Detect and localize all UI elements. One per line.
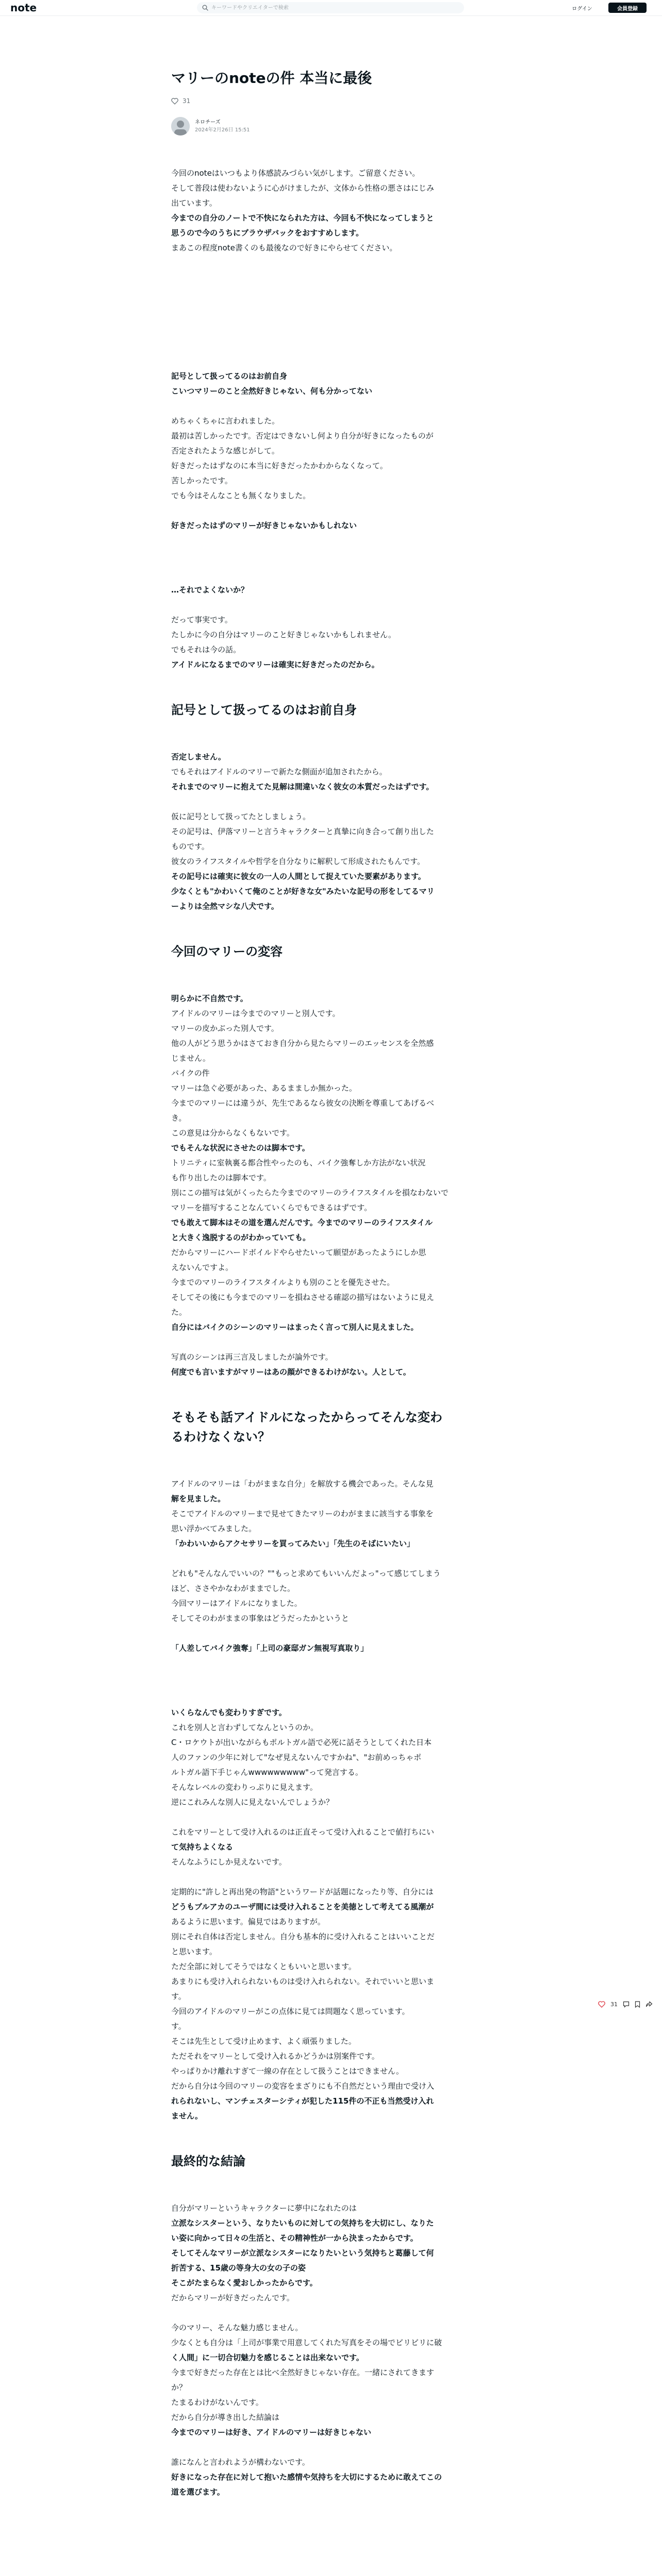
paragraph-line: この意見は分からなくもないです。 <box>171 1128 294 1138</box>
paragraph-line: C・ロケウトが出いながらもポルトガル語で必死に話そうとしてくれた日本 <box>171 1738 432 1747</box>
paragraph-line: 最初は苦しかったです。否定はできないし何より自分が好きになったものが <box>171 431 434 440</box>
paragraph-line: 好きになった存在に対して抱いた感情や気持ちを大切にするために敢えてこの <box>171 2472 442 2482</box>
paragraph-line: と大きく逸脱するのがわかっていても。 <box>171 1233 311 1242</box>
section-heading: 記号として扱ってるのはお前自身 <box>171 703 357 717</box>
paragraph-line: でも敢えて脚本はその道を選んだんです。今までのマリーのライフスタイル <box>171 1218 433 1227</box>
paragraph-line: これをマリーとして受け入れるのは正直そって受け入れることで値打ちにい <box>171 1827 435 1837</box>
heart-icon[interactable] <box>598 2001 605 2008</box>
paragraph-line: れられないし、マンチェスターシティが犯した115件の不正も当然受け入れ <box>171 2096 434 2106</box>
paragraph-line: あるように思います。偏見ではありますが。 <box>171 1917 325 1926</box>
paragraph-line: 好きだったはずのマリーが好きじゃないかもしれない <box>171 521 357 530</box>
paragraph <box>171 2201 491 2306</box>
paragraph-line: 今のマリー、そんな魅力感じません。 <box>171 2323 303 2332</box>
paragraph <box>171 2320 491 2440</box>
paragraph-line: 出ています。 <box>171 198 217 208</box>
top-nav <box>0 0 662 16</box>
paragraph-line: そしてそんなマリーが立派なシスターになりたいという気持ちと葛藤して何 <box>171 2248 434 2258</box>
paragraph-line: 今回のアイドルのマリーがこの点体に見ては問題なく思っています。 <box>171 2007 410 2016</box>
paragraph-line: そんなふうにしか見えないです。 <box>171 1857 287 1867</box>
paragraph-line: …それでよくないか？ <box>171 585 249 595</box>
comment-icon[interactable] <box>623 2001 630 2008</box>
paragraph-line: ほど、ささやかなわがままでした。 <box>171 1584 295 1593</box>
paragraph-line: どれも"そんなんでいいの？""もっと求めてもいいんだよっ"って感じてしまう <box>171 1569 441 1578</box>
author-block <box>171 116 491 136</box>
like-count: 31 <box>183 97 191 105</box>
paragraph-line: 好きだったはずなのに本当に好きだったかわからなくなって。 <box>171 461 388 470</box>
paragraph-line: 折苦する、15歳の等身大の女の子の姿 <box>171 2263 306 2273</box>
paragraph <box>171 166 491 256</box>
paragraph-line: トリニティに室執裏る都合性やったのも、バイク強奪しか方法がない状況 <box>171 1158 426 1167</box>
paragraph-line: 今まで好きだった存在とは比べ全然好きじゃない存在。一緒にされてきます <box>171 2368 435 2377</box>
paragraph-line: やっぱりかけ離れすぎて一線の存在として扱うことはできません。 <box>171 2066 404 2076</box>
paragraph-line: 人のファンの少年に対して"なぜ見えないんですかね"、"お前めっちゃポ <box>171 1753 422 1762</box>
paragraph-line: く人間」に一切合切魅力を感じることは出来ないです。 <box>171 2353 364 2362</box>
section-heading-line: そもそも話アイドルになったからってそんな変わ <box>171 1410 442 1425</box>
paragraph-line: まあこの程度note書くのも最後なので好きにやらせてください。 <box>171 243 398 252</box>
paragraph-line: いくらなんでも変わりすぎです。 <box>171 1708 287 1717</box>
paragraph-line: その記号には確実に彼女の一人の人間として捉えていた要素があります。 <box>171 872 426 881</box>
search-icon <box>202 5 208 11</box>
paragraph-line: も作り出したのは脚本です。 <box>171 1173 271 1182</box>
paragraph-line: 思うので今のうちにブラウザバックをおすすめします。 <box>171 228 364 238</box>
paragraph-line: でもそんな状況にさせたのは脚本です。 <box>171 1143 310 1153</box>
paragraph-line: アイドルのマリーは今までのマリーと別人です。 <box>171 1009 340 1018</box>
floating-like-count: 31 <box>610 2001 618 2008</box>
paragraph-line: これを別人と言わずしてなんというのか。 <box>171 1723 319 1732</box>
paragraph-line: き。 <box>171 1113 187 1123</box>
paragraph-line: アイドルになるまでのマリーは確実に好きだったのだから。 <box>171 660 379 669</box>
paragraph-line: 否定しません。 <box>171 752 226 761</box>
paragraph <box>171 414 491 503</box>
paragraph-line: えないんですよ。 <box>171 1263 234 1272</box>
paragraph-line: 「かわいいからアクセサリーを買ってみたい」「先生のそばにいたい」 <box>171 1539 415 1548</box>
paragraph-line: そこでアイドルのマリーまで見せてきたマリーのわがままに該当する事象を <box>171 1509 434 1518</box>
paragraph-line: と思います。 <box>171 1947 217 1956</box>
paragraph-line: 仮に記号として扱ってたとしましょう。 <box>171 812 311 821</box>
paragraph-line: 否定されたような感じがして。 <box>171 446 279 455</box>
paragraph-line: 写真のシーンは再三言及しましたが論外です。 <box>171 1352 333 1362</box>
paragraph <box>171 991 491 1335</box>
paragraph <box>171 613 491 672</box>
paragraph-line: 今までの自分のノートで不快になられた方は、今回も不快になってしまうと <box>171 213 434 223</box>
paragraph-line: 定期的に"許しと再出発の物語"というワードが話題になったり等、自分には <box>171 1887 434 1896</box>
login-button[interactable]: ログイン <box>565 3 599 13</box>
paragraph-line: ただそれをマリーとして受け入れるかどうかは別案件です。 <box>171 2052 379 2061</box>
paragraph <box>171 583 491 598</box>
paragraph-line: だからマリーが好きだったんです。 <box>171 2293 294 2302</box>
avatar-image <box>171 117 190 135</box>
paragraph-line: だからマリーにハードボイルドやらせたいって願望があったようにしか思 <box>171 1248 426 1257</box>
article <box>171 68 491 2515</box>
paragraph <box>171 2455 491 2500</box>
paragraph-line: だから自分が導き出した結論は <box>171 2413 280 2422</box>
paragraph-line: あまりにも受け入れられないものは受け入れられない。それでいいと思いま <box>171 1977 435 1986</box>
paragraph-line: だから自分は今回のマリーの変容をまざりにも不自然だという理由で受け入 <box>171 2081 435 2091</box>
paragraph <box>171 809 491 914</box>
paragraph-line: か？ <box>171 2383 187 2392</box>
paragraph-line: 自分にはバイクのシーンのマリーはまったく言って別人に見えました。 <box>171 1323 419 1332</box>
paragraph-line: マリーの皮かぶった別人です。 <box>171 1024 279 1033</box>
paragraph-line: ただ全部に対してそうではなくともいいと思います。 <box>171 1962 356 1971</box>
paragraph-line: 誰になんと言われようが構わないです。 <box>171 2458 310 2467</box>
paragraph-line: たしかに今の自分はマリーのこと好きじゃないかもしれません。 <box>171 630 396 639</box>
article-title: マリーのnoteの件 本当に最後 <box>171 70 372 87</box>
paragraph <box>171 1477 491 1551</box>
paragraph-line: こいつマリーのこと全然好きじゃない、何も分かってない <box>171 386 373 396</box>
paragraph-line: じません。 <box>171 1054 210 1063</box>
paragraph-line: 少なくとも"かわいくて俺のことが好きな女"みたいな記号の形をしてるマリ <box>171 887 435 896</box>
heart-icon <box>171 98 178 105</box>
paragraph-line: たまるわけがないんです。 <box>171 2398 263 2407</box>
bookmark-icon[interactable] <box>635 2001 640 2008</box>
paragraph-line: 「人差してバイク強奪」「上司の豪邸ガン無視写真取り」 <box>171 1643 369 1653</box>
paragraph-line: マリーは急ぐ必要があった、あるまましか無かった。 <box>171 1083 357 1093</box>
paragraph-line: 少なくとも自分は「上司が事業で用意してくれた写真をその場でビリビリに破 <box>171 2338 442 2347</box>
section-heading-line: るわけなくない？ <box>171 1430 270 1444</box>
paragraph-line: 思い浮かべてみました。 <box>171 1524 257 1533</box>
paragraph-line: 何度でも言いますがマリーはあの顔ができるわけがない。人として。 <box>171 1367 411 1377</box>
paragraph <box>171 518 491 533</box>
paragraph-line: めちゃくちゃに言われました。 <box>171 416 280 426</box>
paragraph-line: ません。 <box>171 2111 203 2121</box>
paragraph-line: 彼女のライフスタイルや哲学を自分なりに解釈して形成されたもんです。 <box>171 857 425 866</box>
paragraph-line: ものです。 <box>171 842 209 851</box>
share-icon[interactable] <box>646 2001 653 2008</box>
paragraph-line: て気持ちよくなる <box>171 1842 234 1852</box>
note-logo-text: note <box>10 2 37 13</box>
search-bar <box>197 2 464 13</box>
paragraph-line: 今回のnoteはいつもより体感読みづらい気がします。ご留意ください。 <box>171 168 420 178</box>
paragraph-line: 明らかに不自然です。 <box>171 994 248 1003</box>
paragraph-line: どうもブルアカのユーザ間には受け入れることを美徳として考えてる風潮が <box>171 1902 434 1911</box>
paragraph-line: そしてその後にも今までのマリーを損ねさせる確認の描写はないように見え <box>171 1293 435 1302</box>
paragraph-line: でもそれは今の話。 <box>171 645 241 654</box>
paragraph-line: でも今はそんなことも無くなりました。 <box>171 491 311 500</box>
paragraph-line: 道を選びます。 <box>171 2487 225 2497</box>
paragraph-line: 自分がマリーというキャラクターに夢中になれたのは <box>171 2204 357 2213</box>
paragraph-line: 苦しかったです。 <box>171 476 233 485</box>
paragraph <box>171 1641 491 1656</box>
paragraph-line: 記号として扱ってるのはお前自身 <box>171 371 288 381</box>
paragraph <box>171 1885 491 2124</box>
paragraph-line: た。 <box>171 1308 187 1317</box>
paragraph-line: その記号は、伊落マリーと言うキャラクターと真摯に向き合って創り出した <box>171 827 434 836</box>
paragraph-line: ーよりは全然マシな八犬です。 <box>171 902 279 911</box>
paragraph-line: それまでのマリーに抱えてた見解は間違いなく彼女の本質だったはずです。 <box>171 782 434 791</box>
section-heading: 最終的な結論 <box>171 2154 245 2168</box>
paragraph-line: バイクの件 <box>171 1069 210 1078</box>
paragraph <box>171 750 491 794</box>
paragraph-line: 解を見ました。 <box>171 1494 226 1503</box>
paragraph-line: でもそれはアイドルのマリーで新たな側面が追加されたから。 <box>171 767 387 776</box>
paragraph-line: 今までのマリーには違うが、先生であるなら彼女の決断を尊重してあげるべ <box>171 1098 435 1108</box>
search-input[interactable] <box>211 2 459 13</box>
paragraph-line: そんなレベルの変わりっぷりに見えます。 <box>171 1783 318 1792</box>
paragraph-line: そしてそのわがままの事象はどうだったかというと <box>171 1614 350 1623</box>
paragraph-line: い姿に向かって日々の生活と、その精神性が一から決まったからです。 <box>171 2233 418 2243</box>
post-date: 2024年2月26日 15:51 <box>195 127 250 133</box>
paragraph-line: そこがたまらなく愛おしかったからです。 <box>171 2278 318 2287</box>
paragraph-line: 立派なシスターという、なりたいものに対しての気持ちを大切にし、なりた <box>171 2218 434 2228</box>
paragraph-line: マリーを描写することなんていくらでもできるはずです。 <box>171 1203 372 1212</box>
paragraph <box>171 1350 491 1380</box>
article-body <box>171 166 491 2500</box>
signup-button[interactable]: 会員登録 <box>608 3 647 13</box>
paragraph-line: 今までのマリーのライフスタイルよりも別のことを優先させた。 <box>171 1278 395 1287</box>
paragraph-line: 今回マリーはアイドルになりました。 <box>171 1599 302 1608</box>
paragraph-line: そして普段は使わないように心がけましたが、文体から性格の悪さはにじみ <box>171 183 435 193</box>
paragraph-line: 別にそれ自体は否定しません。自分も基本的に受け入れることはいいことだ <box>171 1932 435 1941</box>
avatar[interactable] <box>171 117 190 135</box>
paragraph-line: 別にこの描写は気がくったらた今までのマリーのライフスタイルを損なわないで <box>171 1188 449 1197</box>
section-heading <box>171 1408 491 1447</box>
paragraph <box>171 1705 491 1810</box>
paragraph-line: そこは先生として受け止めます、よく頑張りました。 <box>171 2037 356 2046</box>
author-name[interactable]: ネロチーズ <box>195 120 221 125</box>
paragraph <box>171 369 491 399</box>
paragraph-line: す。 <box>171 1992 186 2001</box>
section-heading: 今回のマリーの変容 <box>171 944 283 959</box>
paragraph-line: だって事実です。 <box>171 615 233 624</box>
paragraph-line: 今までのマリーは好き、アイドルのマリーは好きじゃない <box>171 2428 372 2437</box>
paragraph <box>171 1825 491 1870</box>
paragraph-line: ルトガル語下手じゃんwwwwwwwww"って発言する。 <box>171 1768 363 1777</box>
note-logo[interactable] <box>10 2 62 13</box>
paragraph <box>171 1566 491 1626</box>
like-summary[interactable] <box>171 97 491 105</box>
paragraph-line: アイドルのマリーは「わがままな自分」を解放する機会であった。そんな見 <box>171 1479 434 1488</box>
paragraph-line: す。 <box>171 2022 186 2031</box>
paragraph-line: 他の人がどう思うかはさておき自分から見たらマリーのエッセンスを全然感 <box>171 1039 434 1048</box>
floating-actions <box>598 1998 655 2010</box>
paragraph-line: 逆にこれみんな別人に見えないんでしょうか？ <box>171 1798 334 1807</box>
